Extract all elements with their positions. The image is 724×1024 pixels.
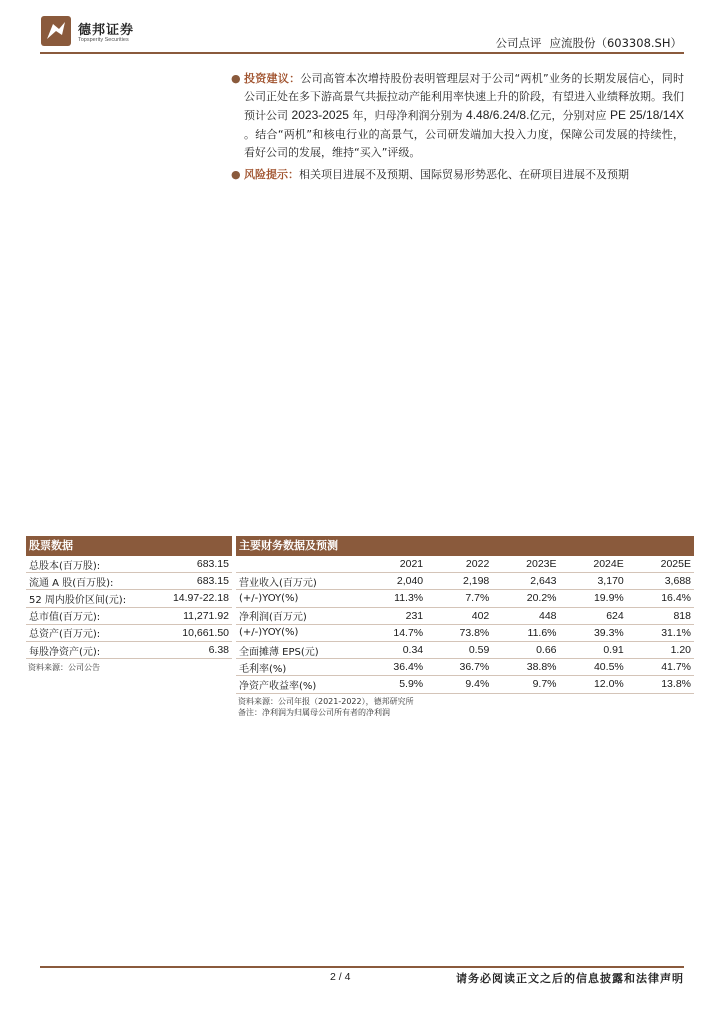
financial-header-row bbox=[236, 556, 694, 573]
row-value: 36.7% bbox=[426, 659, 492, 676]
table-row bbox=[26, 556, 232, 573]
header-title bbox=[487, 35, 682, 51]
row-label: (+/-)YOY(%) bbox=[236, 590, 360, 607]
table-row bbox=[236, 676, 694, 693]
profit-forecast: 4.48/6.24/8. bbox=[466, 108, 530, 123]
row-value: 231 bbox=[360, 607, 426, 624]
investment-text-3: 亿元，分别对应 bbox=[529, 109, 607, 123]
row-value: 0.91 bbox=[560, 641, 627, 658]
financial-data-title: 主要财务数据及预测 bbox=[236, 536, 694, 556]
row-value: 624 bbox=[560, 607, 627, 624]
row-label: 总市值(百万元): bbox=[26, 607, 155, 624]
stock-data-title: 股票数据 bbox=[26, 536, 232, 556]
year-header: 2024E bbox=[560, 556, 627, 573]
row-value: 7.7% bbox=[426, 590, 492, 607]
investment-key: 投资建议： bbox=[244, 72, 301, 85]
row-value: 11.6% bbox=[492, 624, 559, 641]
investment-text-4: 。结合“两机”和核电行业的高景气，公司研发端加大投入力度，保障公司发展的持续性，看好公司的发展，维持“买入”评级。 bbox=[244, 127, 684, 159]
row-label: 总股本(百万股): bbox=[26, 556, 155, 573]
row-value: 11.3% bbox=[360, 590, 426, 607]
row-value: 11,271.92 bbox=[155, 607, 232, 624]
row-value: 683.15 bbox=[155, 573, 232, 590]
financial-data-source: 资料来源：公司年报（2021-2022），德邦研究所 bbox=[238, 696, 414, 706]
row-value: 31.1% bbox=[627, 624, 694, 641]
company-name: 应流股份（603308.SH） bbox=[549, 36, 682, 50]
financial-data-grid bbox=[236, 556, 694, 694]
row-value: 39.3% bbox=[560, 624, 627, 641]
financial-data-table bbox=[236, 536, 694, 718]
row-value: 5.9% bbox=[360, 676, 426, 693]
row-value: 73.8% bbox=[426, 624, 492, 641]
row-value: 402 bbox=[426, 607, 492, 624]
table-row bbox=[26, 607, 232, 624]
row-label: 净利润(百万元) bbox=[236, 607, 360, 624]
row-label: 52 周内股价区间(元): bbox=[26, 590, 155, 607]
financial-data-note: 备注：净利润为归属母公司所有者的净利润 bbox=[238, 707, 390, 717]
footer-divider bbox=[40, 966, 684, 968]
row-value: 16.4% bbox=[627, 590, 694, 607]
row-value: 1.20 bbox=[627, 641, 694, 658]
table-row bbox=[26, 590, 232, 607]
risk-warning bbox=[231, 166, 684, 184]
table-row bbox=[236, 590, 694, 607]
row-value: 9.7% bbox=[492, 676, 559, 693]
forecast-years: 2023-2025 bbox=[291, 108, 349, 123]
table-row bbox=[26, 573, 232, 590]
row-value: 40.5% bbox=[560, 659, 627, 676]
row-label: 营业收入(百万元) bbox=[236, 573, 360, 590]
row-label: 全面摊薄 EPS(元) bbox=[236, 641, 360, 658]
pe-ratios: PE 25/18/14X bbox=[609, 108, 685, 123]
row-value: 0.59 bbox=[426, 641, 492, 658]
year-header: 2021 bbox=[360, 556, 426, 573]
stock-data-source: 资料来源：公司公告 bbox=[28, 663, 100, 673]
row-label: (+/-)YOY(%) bbox=[236, 624, 360, 641]
bullet-icon: ● bbox=[231, 72, 241, 85]
row-value: 3,170 bbox=[560, 573, 627, 590]
year-header: 2023E bbox=[492, 556, 559, 573]
row-value: 0.34 bbox=[360, 641, 426, 658]
table-row bbox=[26, 624, 232, 641]
table-row bbox=[236, 624, 694, 641]
row-value: 36.4% bbox=[360, 659, 426, 676]
page-header bbox=[40, 12, 684, 52]
label-column-header bbox=[236, 556, 360, 573]
row-value: 683.15 bbox=[155, 556, 232, 573]
row-value: 2,040 bbox=[360, 573, 426, 590]
row-value: 20.2% bbox=[492, 590, 559, 607]
year-header: 2025E bbox=[627, 556, 694, 573]
risk-text: 相关项目进展不及预期、国际贸易形势恶化、在研项目进展不及预期 bbox=[299, 168, 629, 181]
investment-suggestion bbox=[231, 70, 685, 162]
row-value: 14.7% bbox=[360, 624, 426, 641]
table-row bbox=[236, 607, 694, 624]
footer-disclaimer: 请务必阅读正文之后的信息披露和法律声明 bbox=[456, 972, 684, 985]
investment-text-1: 公司高管本次增持股份表明管理层对于公司“两机”业务的长期发展信心，同时公司正处在多下游高景气共振拉动产能利用率快速上升的阶段，有望进入业绩释放期。我们预计公司 bbox=[244, 72, 684, 123]
logo-english-name: Topsperity Securities bbox=[78, 37, 129, 43]
bullet-icon: ● bbox=[231, 168, 241, 181]
row-value: 14.97-22.18 bbox=[155, 590, 232, 607]
row-value: 2,198 bbox=[426, 573, 492, 590]
page-number: 2 / 4 bbox=[330, 971, 351, 983]
row-value: 41.7% bbox=[627, 659, 694, 676]
row-label: 总资产(百万元): bbox=[26, 624, 155, 641]
doc-type: 公司点评 bbox=[495, 36, 542, 50]
header-divider bbox=[40, 52, 684, 54]
table-row bbox=[26, 641, 232, 658]
row-value: 10,661.50 bbox=[155, 624, 232, 641]
row-value: 6.38 bbox=[155, 641, 232, 658]
row-value: 9.4% bbox=[426, 676, 492, 693]
risk-key: 风险提示： bbox=[244, 168, 299, 181]
row-value: 38.8% bbox=[492, 659, 559, 676]
row-value: 19.9% bbox=[560, 590, 627, 607]
stock-data-grid bbox=[26, 556, 232, 659]
row-value: 818 bbox=[627, 607, 694, 624]
stock-data-table bbox=[26, 536, 232, 673]
row-label: 流通 A 股(百万股): bbox=[26, 573, 155, 590]
row-label: 净资产收益率(%) bbox=[236, 676, 360, 693]
row-value: 3,688 bbox=[627, 573, 694, 590]
year-header: 2022 bbox=[426, 556, 492, 573]
row-value: 12.0% bbox=[560, 676, 627, 693]
row-label: 每股净资产(元): bbox=[26, 641, 155, 658]
row-value: 448 bbox=[492, 607, 559, 624]
logo-name: 德邦证券 bbox=[78, 23, 135, 38]
row-value: 2,643 bbox=[492, 573, 559, 590]
row-value: 0.66 bbox=[492, 641, 559, 658]
table-row bbox=[236, 641, 694, 658]
row-label: 毛利率(%) bbox=[236, 659, 360, 676]
table-row bbox=[236, 573, 694, 590]
company-logo-icon bbox=[40, 15, 72, 47]
row-value: 13.8% bbox=[627, 676, 694, 693]
table-row bbox=[236, 659, 694, 676]
investment-text-2: 年，归母净利润分别为 bbox=[352, 109, 463, 123]
